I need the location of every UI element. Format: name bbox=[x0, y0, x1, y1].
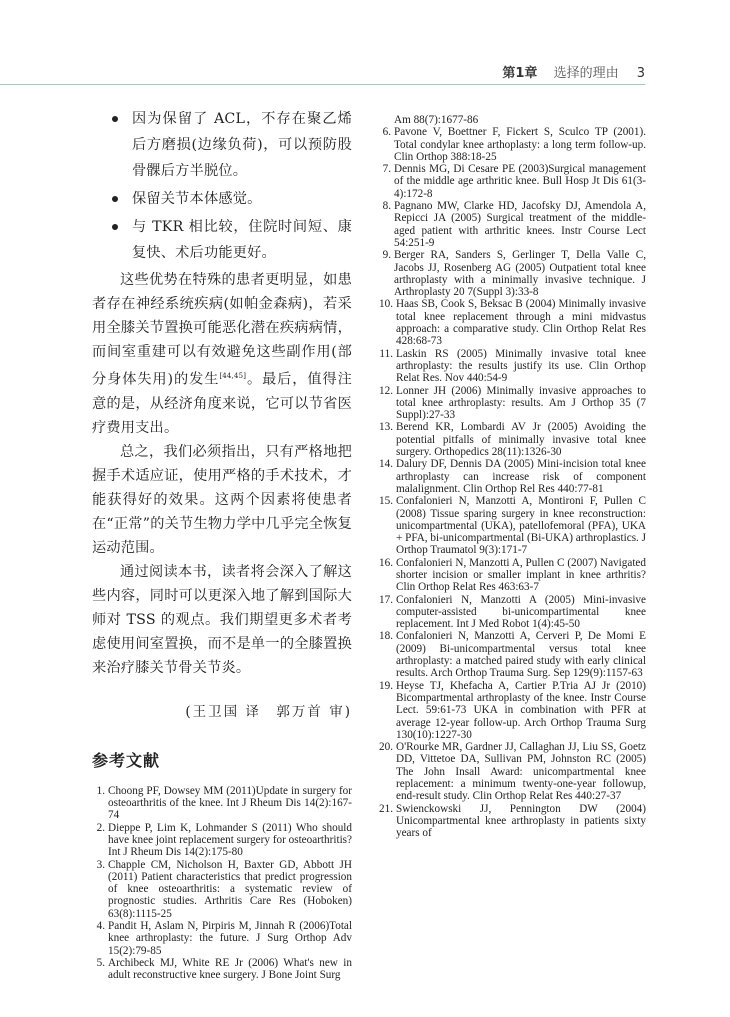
chapter-label: 第1章 bbox=[502, 66, 538, 81]
reference-list-continued bbox=[378, 114, 646, 840]
reference-number: 6. bbox=[382, 126, 391, 139]
reference-number: 2. bbox=[96, 821, 105, 834]
reference-number: 12. bbox=[379, 384, 393, 397]
paragraph: 通过阅读本书，读者将会深入了解这些内容，同时可以更深入地了解到国际大师对 TSS 的观点。我们期望更多术者考虑使用间室置换，而不是单一的全膝置换来治疗膝关节骨关节炎。 bbox=[92, 563, 352, 676]
citation: [44,45] bbox=[219, 372, 247, 380]
reference-number: 11. bbox=[379, 347, 393, 360]
reference-text: Dennis MG, Di Cesare PE (2003)Surgical management of the middle age arthritic knee. Bull Hosp Jt Dis 61(3-4):172-8 bbox=[394, 163, 646, 200]
reference-number: 5. bbox=[96, 956, 105, 969]
reference-number: 9. bbox=[382, 249, 391, 262]
bullet-item: 保留关节本体感觉。 bbox=[92, 186, 352, 212]
reference-item bbox=[378, 298, 646, 347]
reference-item bbox=[378, 803, 646, 840]
bullet-icon bbox=[112, 116, 118, 122]
reference-item bbox=[378, 557, 646, 594]
reference-item bbox=[378, 126, 646, 163]
reference-number: 20. bbox=[379, 741, 393, 754]
reference-text: Dalury DF, Dennis DA (2005) Mini-incision total knee arthroplasty can increase risk of component malalignment. Clin Orthop Rel Res 440:77-81 bbox=[396, 458, 646, 495]
reference-number: 21. bbox=[379, 802, 393, 815]
reference-number: 18. bbox=[379, 630, 393, 643]
reference-text: Pagnano MW, Clarke HD, Jacofsky DJ, Amendola A, Repicci JA (2005) Surgical treatment of the middle-aged patient with arthritic knees. Instr Course Lect 54:251-9 bbox=[394, 200, 646, 249]
reference-item bbox=[378, 495, 646, 556]
paragraph: 总之，我们必须指出，只有严格地把握手术适应证，使用严格的手术技术，才能获得好的效果。这两个因素将使患者在“正常”的关节生物力学中几乎完全恢复运动范围。 bbox=[92, 443, 352, 556]
reference-item bbox=[378, 385, 646, 422]
reference-text: Confalonieri N, Manzotti A, Montironi F, Pullen C (2008) Tissue sparing surgery in knee reconstruction: unicompartmental (UKA), patellofemoral (PFA), UKA + PFA, bi-unicompartmental (Bi-UKA) arthroplastics. J Orthop Traumatol 9(3):171-7 bbox=[396, 495, 647, 557]
reference-number: 10. bbox=[379, 298, 393, 311]
reference-text: Haas SB, Cook S, Beksac B (2004) Minimally invasive total knee replacement through a mini midvastus approach: a comparative study. Clin Orthop Relat Res 428:68-73 bbox=[396, 298, 646, 348]
reference-item bbox=[378, 348, 646, 385]
page-number: 3 bbox=[636, 66, 645, 81]
reference-item bbox=[378, 630, 646, 679]
reference-text: Confalonieri N, Manzotti A, Cerveri P, De Momi E (2009) Bi-unicompartmental versus total knee arthroplasty: a matched paired study with early clinical results. Arch Orthop Trauma Surg. Sep 129(9):1157-63 bbox=[396, 630, 646, 680]
reference-text: Berger RA, Sanders S, Gerlinger T, Della Valle C, Jacobs JJ, Rosenberg AG (2005) Outpatient total knee arthroplasty with a minimally invasive technique. J Arthroplasty 20 7(Suppl 3):33-8 bbox=[394, 249, 646, 299]
reference-text: Chapple CM, Nicholson H, Baxter GD, Abbott JH (2011) Patient characteristics that predict progression of knee osteoarthritis: a systematic review of prognostic studies. Arthritis Care Res (Hoboken) 63(8):1115-25 bbox=[108, 858, 352, 920]
reference-text: Pavone V, Boettner F, Fickert S, Sculco TP (2001). Total condylar knee arthoplasty: a long term follow-up. Clin Orthop 388:18-25 bbox=[394, 126, 646, 163]
reference-item bbox=[378, 741, 646, 802]
reference-number: 13. bbox=[379, 421, 393, 434]
reference-item bbox=[378, 458, 646, 495]
reference-number: 1. bbox=[96, 784, 105, 797]
reference-number: 17. bbox=[379, 593, 393, 606]
reference-item bbox=[92, 785, 352, 822]
running-header bbox=[0, 62, 645, 81]
reference-number: 19. bbox=[379, 679, 393, 692]
reference-number: 7. bbox=[382, 163, 391, 176]
left-column bbox=[92, 106, 352, 981]
bullet-item: 因为保留了 ACL，不存在聚乙烯后方磨损(边缘负荷)，可以预防股骨髁后方半脱位。 bbox=[92, 106, 352, 184]
reference-item bbox=[378, 163, 646, 200]
reference-item bbox=[378, 680, 646, 741]
reference-text: O'Rourke MR, Gardner JJ, Callaghan JJ, Liu SS, Goetz DD, Vittetoe DA, Sullivan PM, Johnston RC (2005) The John Insall Award: unicompartmental knee replacement: a minimum twenty-one-year followup, end-result study. Clin Orthop Relat Res 440:27-37 bbox=[396, 741, 646, 803]
reference-number: 16. bbox=[379, 556, 393, 569]
reference-item bbox=[92, 822, 352, 859]
reference-text: Pandit H, Aslam N, Pirpiris M, Jinnah R (2006)Total knee arthroplasty: the future. J Surg Orthop Adv 15(2):79-85 bbox=[108, 920, 352, 957]
bullet-item: 与 TKR 相比较，住院时间短、康复快、术后功能更好。 bbox=[92, 214, 352, 266]
reference-number: 15. bbox=[379, 495, 393, 508]
reference-text: Dieppe P, Lim K, Lohmander S (2011) Who should have knee joint replacement surgery for osteoarthritis? Int J Rheum Dis 14(2):175-80 bbox=[108, 821, 352, 859]
bullet-icon bbox=[112, 196, 118, 202]
paragraph: 这些优势在特殊的患者更明显，如患者存在神经系统疾病(如帕金森病)，若采用全膝关节置换可能恶化潜在疾病病情，而间室重建可以有效避免这些副作用(部分身体失用)的发生[44,45]。最后，值得注意的是，从经济角度来说，它可以节省医疗费用支出。 bbox=[92, 272, 352, 436]
reference-text: Confalonieri N, Manzotti A (2005) Mini-invasive computer-assisted bi-unicompartimental knee replacement. Int J Med Robot 1(4):45-50 bbox=[396, 593, 646, 631]
reference-number: 3. bbox=[96, 858, 105, 871]
reference-text: Heyse TJ, Khefacha A, Cartier P.Tria AJ Jr (2010) Bicompartmental arthroplasty of the knee. Instr Course Lect. 59:61-73 UKA in combination with PFR at average 12-year follow-up. Arch Orthop Trauma Surg 130(10):1227-30 bbox=[396, 679, 646, 741]
reference-item bbox=[92, 957, 352, 982]
bullet-icon bbox=[112, 224, 118, 230]
reference-text: Berend KR, Lombardi AV Jr (2005) Avoiding the potential pitfalls of minimally invasive total knee surgery. Orthopedics 28(11):1326-30 bbox=[396, 421, 646, 459]
reference-text: Choong PF, Dowsey MM (2011)Update in surgery for osteoarthritis of the knee. Int J Rheum Dis 14(2):167-74 bbox=[108, 784, 352, 822]
reference-number: 8. bbox=[382, 200, 391, 213]
reference-text: Archibeck MJ, White RE Jr (2006) What's new in adult reconstructive knee surgery. J Bone Joint Surg bbox=[108, 956, 352, 982]
reference-item bbox=[378, 249, 646, 298]
reference-text: Lonner JH (2006) Minimally invasive approaches to total knee arthroplasty: results. Am J Orthop 35 (7 Suppl):27-33 bbox=[396, 384, 646, 422]
header-rule bbox=[0, 84, 645, 85]
references-heading: 参考文献 bbox=[92, 750, 161, 770]
chapter-title: 选择的理由 bbox=[553, 66, 619, 81]
reference-number: 4. bbox=[96, 920, 105, 932]
reference-item bbox=[378, 594, 646, 631]
reference-item bbox=[92, 859, 352, 920]
reference-text: Laskin RS (2005) Minimally invasive total knee arthroplasty: the results justify its use. Clin Orthop Relat Res. Nov 440:54-9 bbox=[396, 347, 646, 385]
reference-continuation: Am 88(7):1677-86 bbox=[394, 114, 479, 126]
reference-number: 14. bbox=[379, 458, 393, 471]
reference-text: Confalonieri N, Manzotti A, Pullen C (2007) Navigated shorter incision or smaller implant in knee arthritis? Clin Orthop Relat Res 463:63-7 bbox=[396, 556, 646, 594]
translator-signature: (王卫国 译 郭万首 审) bbox=[185, 703, 352, 720]
reference-text: Swienckowski JJ, Pennington DW (2004) Unicompartmental knee arthroplasty in patients sixty years of bbox=[396, 802, 646, 840]
reference-item bbox=[378, 200, 646, 249]
reference-item bbox=[378, 421, 646, 458]
reference-item bbox=[92, 920, 352, 957]
reference-list bbox=[92, 785, 352, 982]
